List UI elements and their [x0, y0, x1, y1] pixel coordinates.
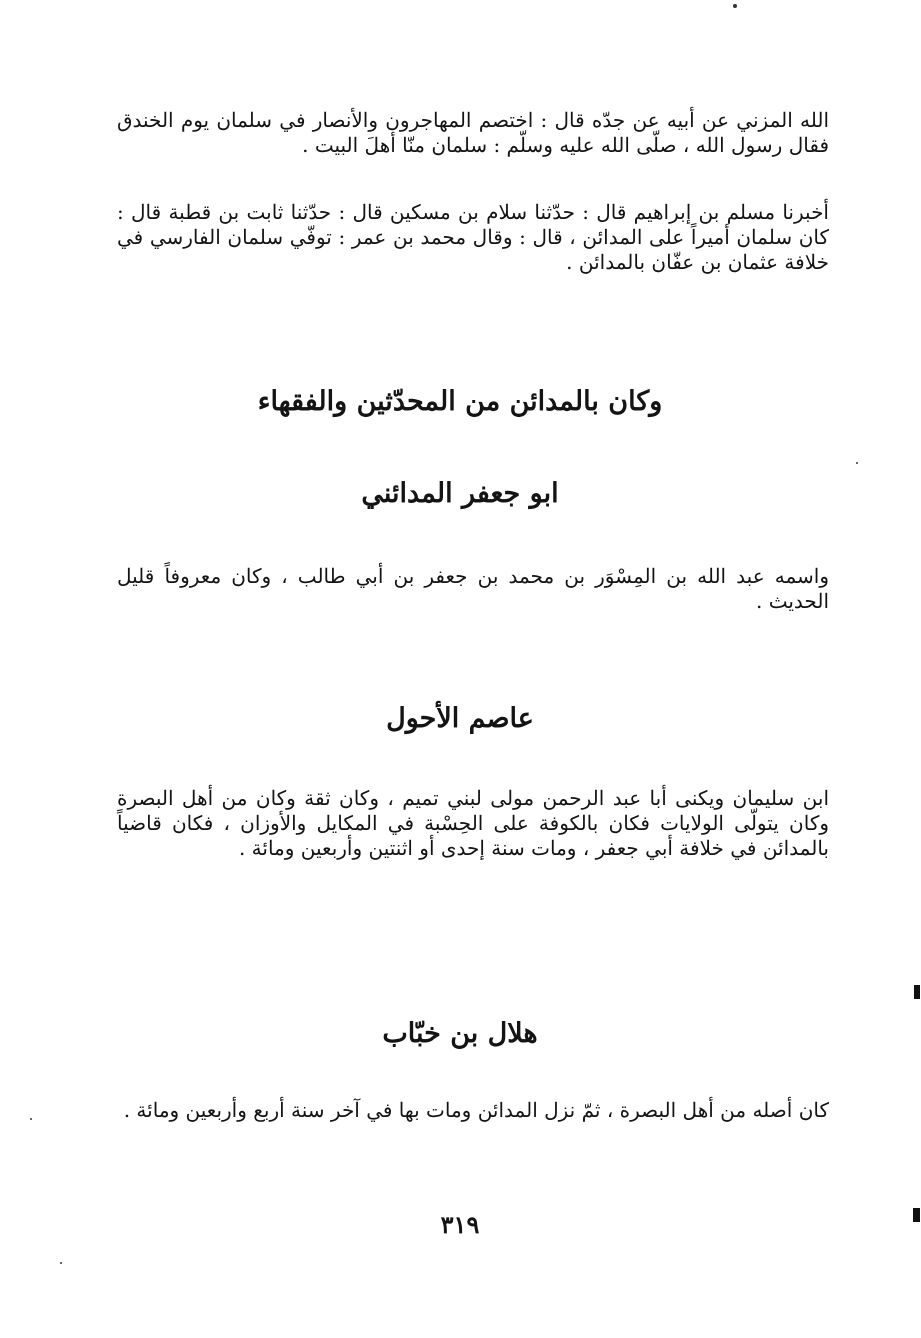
scan-speck [60, 1262, 62, 1264]
scan-speck [733, 4, 737, 8]
page-edge-mark [913, 1208, 920, 1222]
paragraph-salman-dispute: الله المزني عن أبيه عن جدّه قال : اختصم المهاجرون والأنصار في سلمان يوم الخندق فقال رسول الله ، صلّى الله عليه وسلّم : سلمان منّا أهلَ البيت . [117, 108, 829, 157]
paragraph-hilal: كان أصله من أهل البصرة ، ثمّ نزل المدائن ومات بها في آخر سنة أربع وأربعين ومائة . [123, 1098, 829, 1122]
page-number: ٣١٩ [440, 1210, 480, 1239]
heading-hilal: هلال بن خبّاب [382, 1018, 538, 1049]
scan-speck [30, 1118, 32, 1120]
section-heading: وكان بالمدائن من المحدّثين والفقهاء [257, 386, 663, 417]
paragraph-salman-death: أخبرنا مسلم بن إبراهيم قال : حدّثنا سلام بن مسكين قال : حدّثنا ثابت بن قطبة قال : كان سلمان أميراً على المدائن ، قال : وقال محمد بن عمر : توفّي سلمان الفارسي في خلافة عثمان بن عفّان بالمدائن . [117, 200, 829, 274]
paragraph-asim: ابن سليمان ويكنى أبا عبد الرحمن مولى لبني تميم ، وكان ثقة وكان من أهل البصرة وكان يتولّى الولايات فكان بالكوفة على الحِسْبة في المكايل والأوزان ، فكان قاضياً بالمدائن في خلافة أبي جعفر ، ومات سنة إحدى أو اثنتين وأربعين ومائة . [117, 786, 829, 860]
page-edge-mark [914, 985, 920, 999]
scan-speck [856, 462, 858, 464]
heading-abu-jafar: ابو جعفر المدائني [361, 478, 559, 509]
paragraph-abu-jafar: واسمه عبد الله بن المِسْوَر بن محمد بن جعفر بن أبي طالب ، وكان معروفاً قليل الحديث . [117, 564, 829, 613]
heading-asim: عاصم الأحول [386, 703, 534, 734]
